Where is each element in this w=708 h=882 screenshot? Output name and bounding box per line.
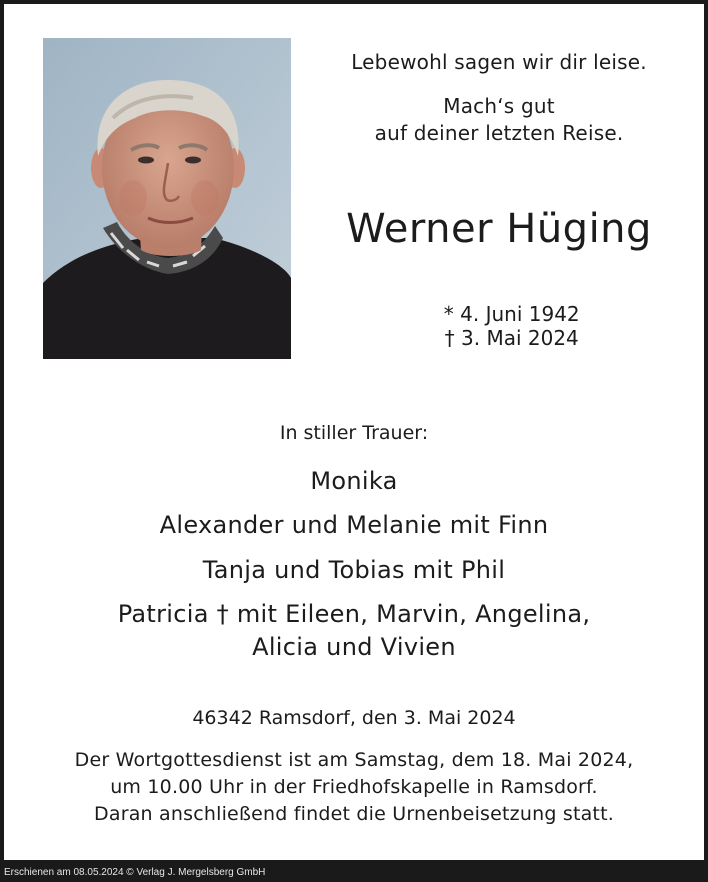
service-info-line: Der Wortgottesdienst ist am Samstag, dem 18. Mai 2024, (74, 749, 634, 771)
obituary-card (4, 4, 704, 860)
mourner-line: Tanja und Tobias mit Phil (202, 556, 506, 584)
mourner-line: Patricia † mit Eileen, Marvin, Angelina, (117, 600, 591, 628)
death-date: † 3. Mai 2024 (444, 326, 579, 350)
deceased-name: Werner Hüging (346, 206, 652, 252)
place-and-date: 46342 Ramsdorf, den 3. Mai 2024 (192, 707, 516, 729)
portrait-photo (43, 38, 291, 359)
poem-line-2: Mach‘s gut (443, 94, 555, 118)
mourning-intro: In stiller Trauer: (279, 422, 429, 444)
publication-footer: Erschienen am 08.05.2024 © Verlag J. Mergelsberg GmbH (4, 867, 266, 878)
service-info-line: Daran anschließend findet die Urnenbeisetzung statt. (94, 803, 614, 825)
poem-line-1: Lebewohl sagen wir dir leise. (351, 50, 647, 74)
birth-date: * 4. Juni 1942 (443, 302, 580, 326)
poem-line-3: auf deiner letzten Reise. (374, 121, 624, 145)
mourner-line: Alexander und Melanie mit Finn (159, 511, 549, 539)
mourner-line: Monika (310, 467, 398, 495)
life-dates (304, 278, 694, 374)
service-info-line: um 10.00 Uhr in der Friedhofskapelle in Ramsdorf. (110, 776, 598, 798)
mourner-line: Alicia und Vivien (252, 633, 456, 661)
